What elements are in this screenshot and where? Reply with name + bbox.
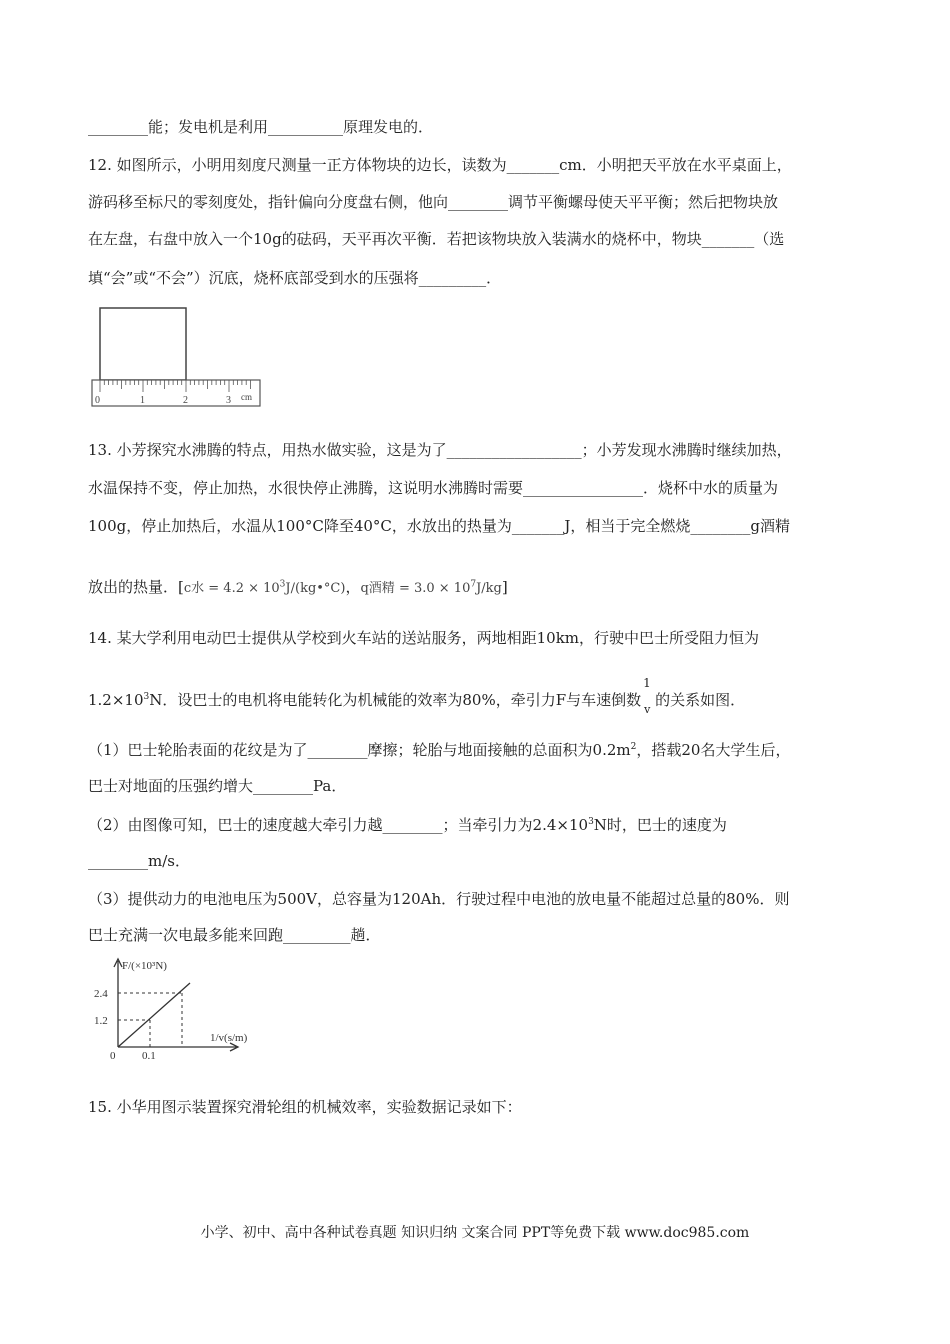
q14-line-3: （1）巴士轮胎表面的花纹是为了________摩擦；轮胎与地面接触的总面积为$0.2m^2$，搭载20名大学生后， [88,741,791,759]
y-axis-label: F/(×10³N) [122,960,167,972]
q13-line-3: 100g，停止加热后，水温从100°C降至40°C，水放出的热量为_______J，相当于完全燃烧________g酒精 [88,517,791,535]
ruler-unit: cm [241,392,252,402]
heat-value-formula: q酒精 = $3.0 \times 10^7J/kg$ [360,579,502,596]
ruler-cube-figure [88,305,273,410]
q13-line-1: 13. 小芳探究水沸腾的特点，用热水做实验，这是为了__________________；小芳发现水沸腾时继续加热， [88,441,792,459]
q12-line-4: 填“会”或“不会”）沉底，烧杯底部受到水的压强将_________． [88,269,502,287]
y-tick-2.4: 2.4 [94,988,108,1000]
q14-line-2: $1.2\times 10^3N$．设巴士的电机将电能转化为机械能的效率为80%，牵引力F与车速倒数 1 v 的关系如图． [88,676,746,716]
ruler-label-2: 2 [183,395,188,406]
q13-line-2: 水温保持不变，停止加热，水很快停止沸腾，这说明水沸腾时需要________________．烧杯中水的质量为 [88,479,779,497]
fraction-one-over-v: 1 v [643,676,651,716]
cube-block [100,308,186,380]
q14-line-4: 巴士对地面的压强约增大________Pa． [88,777,347,795]
x-axis-label: 1/v(s/m) [210,1032,248,1044]
q12-line-2: 游码移至标尺的零刻度处，指针偏向分度盘右侧，他向________调节平衡螺母使天平平衡；然后把物块放 [88,193,779,211]
y-tick-1.2: 1.2 [94,1015,108,1027]
q14-line-5: （2）由图像可知，巴士的速度越大牵引力越________；当牵引力为$2.4\times 10^3N$时，巴士的速度为 [88,816,727,834]
q13-line-4: 放出的热量．[c水 = $4.2 \times 10^3J/(kg•^\circ C)$，q酒精 = $3.0 \times 10^7J/kg$] [88,578,508,596]
q14-line-8: 巴士充满一次电最多能来回跑_________趟． [88,926,381,944]
q14-line-6: ________m/s． [88,852,190,870]
line-q11-end: ________能；发电机是利用__________原理发电的． [88,118,434,136]
q14-line-7: （3）提供动力的电池电压为500V，总容量为120Ah．行驶过程中电池的放电量不能超过总量的80%．则 [88,890,790,908]
force-velocity-graph [90,955,270,1060]
ruler-label-0: 0 [95,395,100,406]
ruler-label-3: 3 [226,395,231,406]
q12-line-3: 在左盘，右盘中放入一个10g的砝码，天平再次平衡．若把该物块放入装满水的烧杯中，物块_______（选 [88,230,785,248]
x-tick-0: 0 [110,1050,116,1060]
q12-line-1: 12. 如图所示，小明用刻度尺测量一正方体物块的边长，读数为_______cm．小明把天平放在水平桌面上， [88,156,792,174]
q15-line-1: 15. 小华用图示装置探究滑轮组的机械效率，实验数据记录如下： [88,1098,522,1116]
x-tick-0.1: 0.1 [142,1050,156,1060]
ruler-label-1: 1 [140,395,145,406]
q14-line-1: 14. 某大学利用电动巴士提供从学校到火车站的送站服务，两地相距10km，行驶中巴士所受阻力恒为 [88,629,760,647]
specific-heat-formula: c水 = $4.2 \times 10^3J/(kg•^\circ C)$ [183,579,346,596]
page-footer: 小学、初中、高中各种试卷真题 知识归纳 文案合同 PPT等免费下载 www.doc985.com [200,1225,750,1241]
